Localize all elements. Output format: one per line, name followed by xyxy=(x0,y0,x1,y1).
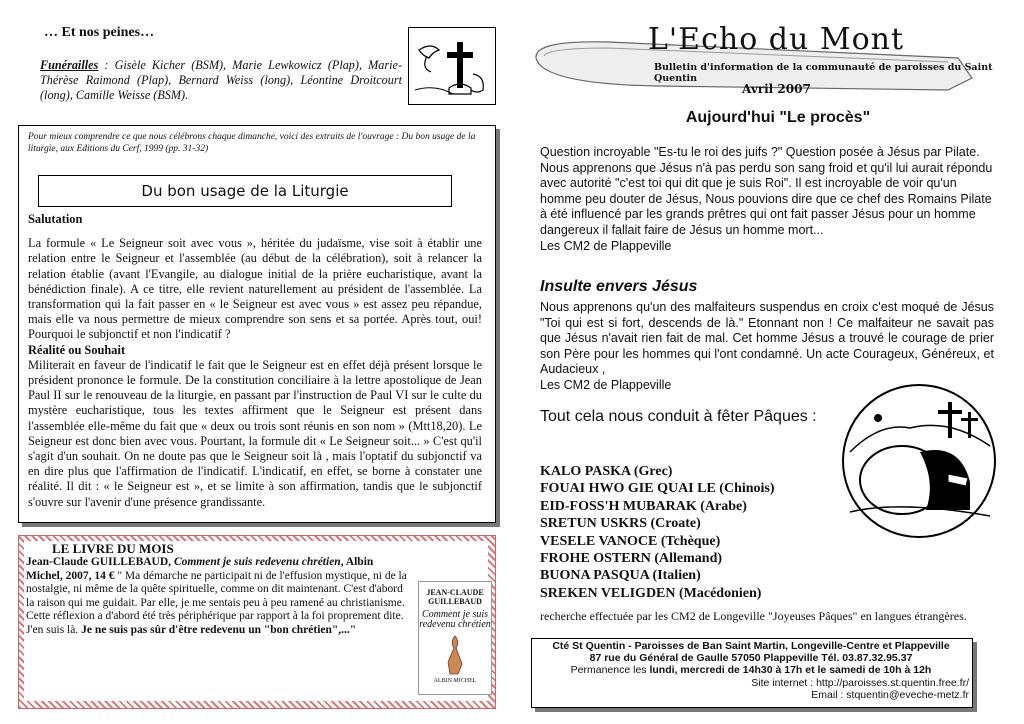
footer-hours-prefix: Permanence les xyxy=(570,664,650,676)
livre-publisher: , Albin Michel, 2007, 14 € xyxy=(26,556,374,582)
article2-body xyxy=(540,300,994,394)
liturgie-body xyxy=(28,212,482,510)
article2-signature: Les CM2 de Plappeville xyxy=(540,377,672,392)
recherche-note: recherche effectuée par les CM2 de Longeville "Joyeuses Pâques" en langues étrangères. xyxy=(540,609,967,623)
livre-text xyxy=(26,556,410,638)
figure-illustration xyxy=(440,634,470,676)
article2-text: Nous apprenons qu'un des malfaiteurs suspendus en croix c'est moqué de Jésus "Toi qui est si fort, descends de là." Etonnant non ! Ce malfaiteur ne savait pas que Jésus n'avait rien fait de mal. Cet homme Jésus a trouvé le courage de prier son Père pour les hommes qui l'ont condamné. Un acte Courageux, Généreux, et Audacieux , xyxy=(540,300,994,377)
livre-author: Jean-Claude GUILLEBAUD, xyxy=(26,556,174,568)
greeting-item: EID-FOSS'H MUBARAK (Arabe) xyxy=(540,498,747,514)
funerailles-names: : Gisèle Kicher (BSM), Marie Lewkowicz (Plap), Marie-Thérèse Raimond (Plap), Bernard Weiss (long), Léontine Droitcourt (long), Camille Weisse (BSM). xyxy=(40,58,402,102)
book-cover-author: JEAN-CLAUDE GUILLEBAUD xyxy=(426,588,484,606)
salutation-heading: Salutation xyxy=(28,212,83,226)
footer-email-link[interactable]: Email : stquentin@eveche-metz.fr xyxy=(811,689,969,701)
realite-heading: Réalité ou Souhait xyxy=(28,342,126,357)
greeting-item: BUONA PASQUA (Italien) xyxy=(540,568,701,584)
cross-dove-icon xyxy=(408,27,496,105)
footer-hours xyxy=(531,664,971,677)
livre-quote-end: Je ne suis pas sûr d'être redevenu un "bon chrétien",..." xyxy=(78,623,357,636)
masthead-subtitle: Bulletin d'information de la communauté de paroisses du Saint Quentin xyxy=(654,62,993,84)
salutation-paragraph: La formule « Le Seigneur soit avec vous », héritée du judaïsme, vise soit à établir une relation entre le Seigneur et l'assemblée (au début de la célébration), soit à relancer la relation établie (avant l'Evangile, au dialogue initial de la prière eucharistique, avant la bénédiction finale). A ce titre, elle revient naturellement au président de l'assemblée. La transformation qui la fait passer en « le Seigneur est avec vous » est assez peu répandue, mais elle va nous permettre de mieux comprendre son sens et sa portée. Après tout, oui! Pourquoi le subjonctif et non l'indicatif ? xyxy=(28,236,482,342)
greeting-item: KALO PASKA (Grec) xyxy=(540,464,673,479)
paques-intro: Tout cela nous conduit à fêter Pâques : xyxy=(540,408,817,425)
book-cover-title: Comment je suis redevenu chrétien xyxy=(419,609,491,630)
greeting-item: VESELE VANOCE (Tchèque) xyxy=(540,533,721,549)
footer-address: 87 rue du Général de Gaulle 57050 Plappeville Tél. 03.87.32.95.37 xyxy=(589,652,913,664)
peines-title: … Et nos peines… xyxy=(44,25,155,40)
greeting-item: SRETUN USKRS (Croate) xyxy=(540,516,701,532)
greeting-item: SREKEN VELIGDEN (Macédonien) xyxy=(540,585,762,601)
greetings-list xyxy=(540,463,775,602)
masthead-title: L'Echo du Mont xyxy=(648,22,905,57)
empty-tomb-icon xyxy=(840,382,998,540)
funerailles-label: Funérailles xyxy=(40,58,99,72)
book-cover xyxy=(418,581,492,695)
funerailles-text xyxy=(40,58,402,103)
article1-signature: Les CM2 de Plappeville xyxy=(540,238,672,253)
footer-hours-times: lundi, mercredi de 14h30 à 17h et le samedi de 10h à 12h xyxy=(649,664,932,676)
greeting-item: FOUAI HWO GIE QUAI LE (Chinois) xyxy=(540,481,775,497)
footer-website-link[interactable]: Site internet : http://paroisses.st.quentin.free.fr/ xyxy=(751,677,969,689)
liturgie-intro: Pour mieux comprendre ce que nous célébrons chaque dimanche, voici des extraits de l'ouvrage : Du bon usage de la liturgie, aux Editions du Cerf, 1999 (pp. 31-32) xyxy=(28,132,476,154)
liturgie-title: Du bon usage de la Liturgie xyxy=(38,175,452,207)
article1-text: Question incroyable "Es-tu le roi des juifs ?" Question posée à Jésus par Pilate. Nous apprenons que Jésus n'à pas perdu son sang froid et qu'il lui aurait répondu avec autorité "c'est toi qui dit que je suis Roi". Il est incroyable de voir qu'un homme peu douter de Jésus, Nous pouvions dire que ce chef des Romains Pilate à été influencé par les grands prêtres qui ont fait passer Jésus pour un homme dangereux il fallait faire de Jésus un homme mort... xyxy=(540,145,993,237)
masthead-date: Avril 2007 xyxy=(742,82,811,96)
livre-title: Comment je suis redevenu chrétien xyxy=(173,556,341,568)
article2-title: Insulte envers Jésus xyxy=(540,278,698,295)
greeting-item: FROHE OSTERN (Allemand) xyxy=(540,551,723,567)
realite-paragraph: Militerait en faveur de l'indicatif le fait que le Seigneur est en effet déjà présent lorsque le président prononce le formule. De la constitution conciliaire à la lettre apostolique de Jean Paul II sur le renouveau de la liturgie, en passant par l'instruction de Paul VI sur le culte du mystère eucharistique, tous les textes affirment que le Seigneur est présent dans l'assemblée elle-même du fait que « deux ou trois sont réunis en son nom » (Mtt18,20). Le Seigneur est donc bien avec vous. Pourtant, la formule dit « Le Seigneur soit... » C'est qu'il s'agit d'un souhait. On ne doute pas que le Seigneur soit là , mais l'optatif du subjonctif va en dire plus que l'affirmation de l'indicatif. L'indicatif, en effet, se borne à constater une réalité. Il dit : « le Seigneur est », et se limite à son affirmation, tandis que le subjonctif s'ouvre sur l'avenir d'une présence grandissante. xyxy=(28,357,482,509)
article1-body xyxy=(540,145,994,254)
article1-title: Aujourd'hui "Le procès" xyxy=(685,109,871,126)
book-cover-publisher: ALBIN MICHEL xyxy=(433,678,477,684)
footer-line1: Cté St Quentin - Paroisses de Ban Saint Martin, Longeville-Centre et Plappeville xyxy=(552,640,950,652)
livre-heading: LE LIVRE DU MOIS xyxy=(52,541,174,556)
livre-quote: " Ma démarche ne participait ni de l'effusion mystique, ni de la nostalgie, ni même de la quête spirituelle, comme on dit maintenant. C'est d'abord la raison qui me guidait. Par elle, je me sentais peu à peu ramené au christianisme. Cette réflexion a d'abord été très périphérique par rapport à la foi proprement dite. J'en suis là. xyxy=(26,569,407,636)
